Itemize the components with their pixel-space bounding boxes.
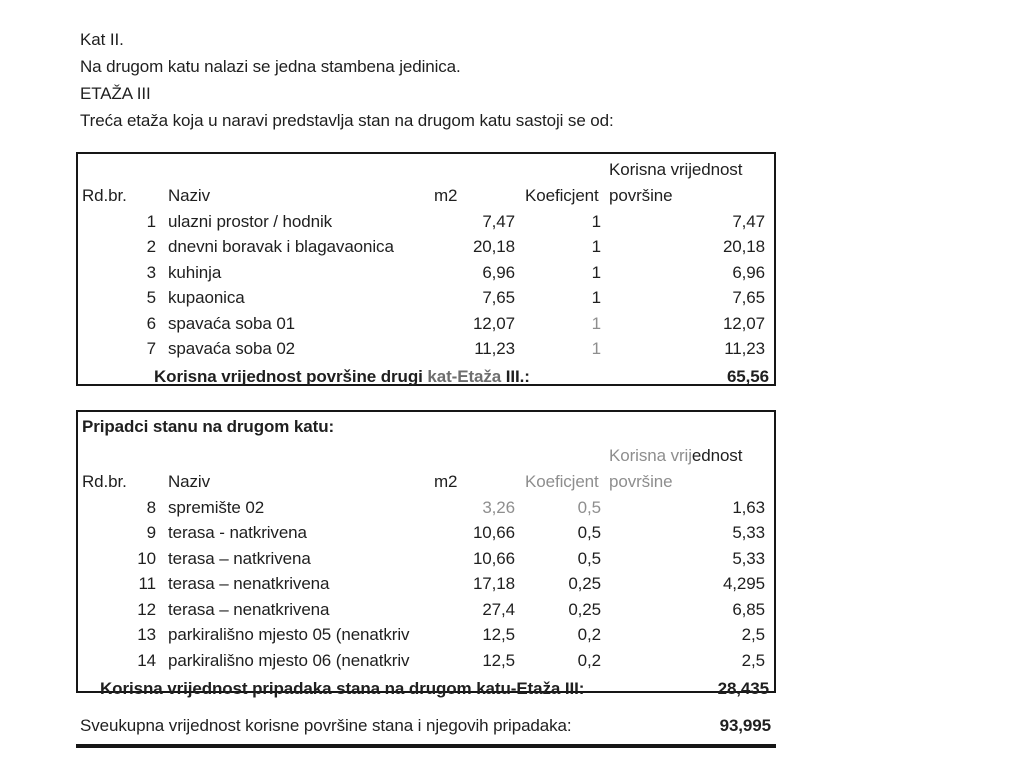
cell-num: 13: [137, 625, 156, 645]
cell-m2: 6,96: [482, 262, 515, 282]
cell-num: 6: [146, 313, 156, 333]
cell-num: 9: [146, 523, 156, 543]
cell-num: 10: [137, 548, 156, 568]
intro-line-detail: Treća etaža koja u naravi predstavlja stan na drugom katu sastoji se od:: [80, 111, 614, 130]
table2-header-korisna-vrijednost: [605, 446, 770, 466]
cell-vrijednost: 7,65: [732, 288, 765, 308]
cell-naziv: kuhinja: [168, 262, 222, 282]
table1-total-row: [78, 362, 774, 390]
table1-total-value: 65,56: [726, 367, 769, 386]
table2-header-rdbr: Rd.br.: [82, 472, 127, 491]
cell-naziv: terasa – nenatkrivena: [168, 599, 330, 619]
table-row: [78, 521, 774, 547]
table-row: [78, 597, 774, 623]
cell-vrijednost: 7,47: [732, 211, 765, 231]
cell-koef: 0,25: [568, 574, 601, 594]
stan-value-table: [76, 152, 776, 386]
intro-line-kat: Kat II.: [80, 30, 124, 49]
cell-m2: 27,4: [482, 599, 515, 619]
cell-koef: 1: [591, 237, 601, 257]
table-row: [78, 495, 774, 521]
table1-header-korisna-vrijednost: Korisna vrijednost: [609, 160, 743, 179]
cell-koef: 0,2: [577, 650, 601, 670]
cell-naziv: parkirališno mjesto 06 (nenatkriv: [168, 650, 410, 670]
cell-naziv: spavaća soba 02: [168, 339, 296, 359]
cell-vrijednost: 11,23: [724, 339, 765, 359]
table-row: [78, 286, 774, 312]
cell-m2: 12,5: [482, 650, 515, 670]
cell-vrijednost: 1,63: [732, 497, 765, 517]
cell-naziv: spremište 02: [168, 497, 265, 517]
cell-m2: 12,5: [482, 625, 515, 645]
cell-naziv: dnevni boravak i blagavaonica: [168, 237, 394, 257]
cell-m2: 10,66: [472, 548, 515, 568]
cell-naziv: terasa – natkrivena: [168, 548, 311, 568]
table1-rows: [78, 209, 774, 362]
table2-header-povrsine: površine: [609, 472, 673, 491]
pripadci-table-title: Pripadci stanu na drugom katu:: [82, 417, 335, 436]
cell-vrijednost: 4,295: [722, 574, 765, 594]
table2-header-line1: [78, 443, 774, 469]
cell-naziv: ulazni prostor / hodnik: [168, 211, 333, 231]
table2-header-koeficjent: Koeficjent: [525, 472, 599, 491]
table1-header-povrsine: površine: [609, 186, 673, 205]
cell-num: 11: [138, 574, 156, 594]
cell-m2: 7,47: [482, 211, 515, 231]
cell-naziv: terasa - natkrivena: [168, 523, 307, 543]
table-row: [78, 572, 774, 598]
cell-vrijednost: 6,85: [732, 599, 765, 619]
cell-m2: 12,07: [472, 313, 515, 333]
table1-header-rdbr: Rd.br.: [82, 186, 127, 205]
cell-koef: 1: [591, 339, 601, 359]
cell-koef: 1: [591, 288, 601, 308]
table2-rows: [78, 495, 774, 674]
cell-vrijednost: 5,33: [732, 523, 765, 543]
cell-m2: 17,18: [472, 574, 515, 594]
table2-total-label: Korisna vrijednost pripadaka stana na drugom katu-Etaža III:: [100, 678, 585, 698]
table1-header-naziv: Naziv: [168, 186, 211, 205]
table2-header-m2: m2: [434, 472, 458, 491]
pripadci-table: [76, 410, 776, 698]
table1-header-line1: [78, 157, 774, 183]
table1-header-line2: [78, 183, 774, 209]
cell-vrijednost: 20,18: [722, 237, 765, 257]
cell-vrijednost: 5,33: [732, 548, 765, 568]
intro-paragraph: [80, 26, 614, 134]
cell-naziv: terasa – nenatkrivena: [168, 574, 330, 594]
table1-total-label-part3: III.:: [505, 367, 530, 386]
cell-num: 3: [146, 262, 156, 282]
cell-m2: 20,18: [472, 237, 515, 257]
grand-total-label: Sveukupna vrijednost korisne površine stana i njegovih pripadaka:: [80, 716, 572, 735]
table1-header-m2: m2: [434, 186, 458, 205]
cell-num: 1: [146, 211, 156, 231]
intro-line-etaza: ETAŽA III: [80, 84, 151, 103]
cell-vrijednost: 2,5: [741, 625, 765, 645]
cell-koef: 0,25: [568, 599, 601, 619]
table2-header-korisna-part1: Korisna vrij: [609, 446, 692, 465]
table2-header-line2: [78, 469, 774, 495]
cell-m2: 10,66: [472, 523, 515, 543]
table1-total-label: [154, 367, 727, 387]
cell-num: 14: [137, 650, 156, 670]
cell-koef: 0,2: [577, 625, 601, 645]
table-row: [78, 623, 774, 649]
cell-koef: 0,5: [577, 523, 601, 543]
table-row: [78, 546, 774, 572]
grand-total-value: 93,995: [719, 716, 771, 735]
table-row: [78, 337, 774, 363]
cell-num: 5: [146, 288, 156, 308]
table-row: [78, 260, 774, 286]
cell-num: 8: [146, 497, 156, 517]
table-row: [78, 235, 774, 261]
table2-header-naziv: Naziv: [168, 472, 211, 491]
cell-m2: 3,26: [482, 497, 515, 517]
intro-line-description: Na drugom katu nalazi se jedna stambena jedinica.: [80, 57, 461, 76]
table-row: [78, 209, 774, 235]
cell-koef: 1: [591, 211, 601, 231]
grand-total-line: [76, 712, 776, 748]
table-row: [78, 648, 774, 674]
cell-naziv: spavaća soba 01: [168, 313, 296, 333]
table2-total-row: [78, 674, 774, 702]
cell-koef: 0,5: [577, 497, 601, 517]
cell-num: 2: [146, 237, 156, 257]
cell-naziv: parkirališno mjesto 05 (nenatkriv: [168, 625, 410, 645]
cell-m2: 11,23: [474, 339, 515, 359]
cell-koef: 1: [591, 262, 601, 282]
cell-m2: 7,65: [482, 288, 515, 308]
cell-vrijednost: 12,07: [722, 313, 765, 333]
cell-num: 7: [146, 339, 156, 359]
table1-header-koeficjent: Koeficjent: [525, 186, 599, 205]
cell-vrijednost: 2,5: [741, 650, 765, 670]
table1-total-label-part2: kat-Etaža: [427, 367, 506, 386]
cell-koef: 1: [591, 313, 601, 333]
cell-naziv: kupaonica: [168, 288, 245, 308]
cell-koef: 0,5: [577, 548, 601, 568]
table-row: [78, 311, 774, 337]
table2-total-value: 28,435: [717, 678, 769, 698]
table1-total-label-part1: Korisna vrijednost površine drugi: [154, 367, 428, 386]
cell-num: 12: [137, 599, 156, 619]
cell-vrijednost: 6,96: [732, 262, 765, 282]
table2-header-korisna-part2: ednost: [691, 446, 743, 465]
